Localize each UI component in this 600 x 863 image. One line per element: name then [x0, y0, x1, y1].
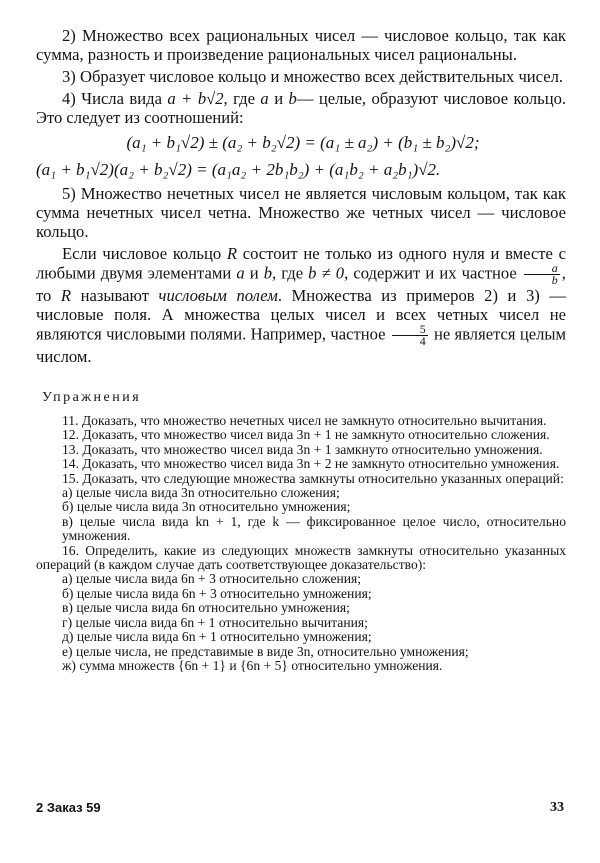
p6-text-6: , то [36, 263, 566, 305]
fraction-a-over-b [524, 263, 560, 286]
exercise-16e: д) целые числа вида 6n + 1 относительно умножения; [62, 629, 372, 645]
p6-text-5: , содержит и их частное [344, 263, 517, 283]
printer-signature: 2 Заказ 59 [36, 800, 101, 815]
p4-text-2: , где [223, 89, 255, 108]
p6-text-1: Если числовое кольцо [62, 244, 222, 263]
paragraph-example-4 [36, 89, 566, 127]
p4-text-1: 4) Числа вида [62, 89, 162, 108]
p6-text-2: состоит не только из одного нуля и вместе с любыми двумя элементами [36, 244, 566, 283]
exercise-16a: а) целые числа вида 6n + 3 относительно сложения; [62, 571, 362, 587]
p6-term-number-field: числовым полем [158, 286, 278, 305]
fraction2-denominator: 4 [419, 334, 426, 348]
p6-var-b: b [263, 263, 273, 283]
exercise-16f: е) целые числа, не представимые в виде 3n, относительно умножения; [62, 643, 469, 659]
page-body [36, 26, 566, 673]
fraction-5-over-4 [392, 324, 428, 347]
fraction2-numerator: 5 [392, 324, 428, 336]
p6-var-R: R [226, 244, 238, 263]
formula-product: (a₁ + b₁√2)(a₂ + b₂√2) = (a₁a₂ + 2b₁b₂) + (a₁b₂ + a₂b₁)√2. [36, 160, 441, 179]
exercise-15b: б) целые числа вида 3n относительно умножения; [62, 499, 351, 515]
paragraph-field-definition [36, 244, 566, 366]
exercise-12: 12. Доказать, что множество чисел вида 3n + 1 не замкнуто относительно сложения. [62, 427, 550, 443]
p6-text-9: не является целым числом. [36, 324, 567, 366]
exercise-16: 16. Определить, какие из следующих множеств замкнуты относительно указанных операций (в каждом случае дать соответствующее доказательство): [36, 542, 566, 573]
paragraph-example-5: 5) Множество нечетных чисел не является числовым кольцом, так как сумма нечетных чисел четна. Множество же четных чисел — числовое кольцо. [36, 184, 566, 241]
exercise-15: 15. Доказать, что следующие множества замкнуты относительно указанных операций: [62, 470, 564, 486]
page-number: 33 [550, 800, 564, 815]
exercise-16d: г) целые числа вида 6n + 1 относительно вычитания; [62, 614, 368, 630]
formula-sum: (a₁ + b₁√2) ± (a₂ + b₂√2) = (a₁ ± a₂) + (b₁ ± b₂)√2; [126, 133, 480, 152]
p4-var-a: a [260, 89, 269, 108]
exercise-15a: а) целые числа вида 3n относительно сложения; [62, 485, 340, 501]
exercises-heading: Упражнения [42, 390, 142, 405]
fraction-numerator: a [524, 263, 560, 275]
p4-text-3: — целые, образуют числовое кольцо. Это следует из соотношений: [36, 89, 567, 127]
p4-expression: a + b√2 [167, 89, 224, 108]
p4-var-b: b [288, 89, 297, 108]
p6-text-4: , где [272, 263, 304, 283]
paragraph-example-2: 2) Множество всех рациональных чисел — числовое кольцо, так как сумма, разность и произведение рациональных чисел рациональны. [36, 26, 566, 64]
exercise-14: 14. Доказать, что множество чисел вида 3n + 2 не замкнуто относительно умножения. [62, 456, 560, 472]
p6-condition: b ≠ 0 [308, 263, 345, 283]
p6-text-8: . Множества из примеров 2) и 3) — числовые поля. А множества целых чисел и всех четных чисел не являются числовыми полями. Например, частное [36, 286, 566, 344]
p6-var-a: a [236, 263, 245, 283]
page-footer [36, 800, 564, 820]
exercise-11: 11. Доказать, что множество нечетных чисел не замкнуто относительно вычитания. [62, 413, 547, 428]
exercise-15c: в) целые числа вида kn + 1, где k — фиксированное целое число, относительно умножения. [62, 513, 566, 544]
exercise-16b: б) целые числа вида 6n + 3 относительно умножения; [62, 585, 372, 601]
p6-text-3: и [249, 263, 259, 283]
fraction-denominator: b [551, 273, 558, 287]
p4-text-and: и [274, 89, 284, 108]
exercise-16g: ж) сумма множеств {6n + 1} и {6n + 5} относительно умножения. [62, 657, 443, 673]
exercise-16c: в) целые числа вида 6n относительно умножения; [62, 600, 350, 616]
p6-text-7: называют [80, 286, 149, 305]
paragraph-example-3: 3) Образует числовое кольцо и множество всех действительных чисел. [62, 67, 564, 86]
p6-var-R-2: R [60, 286, 72, 305]
exercise-13: 13. Доказать, что множество чисел вида 3n + 1 замкнуто относительно умножения. [62, 441, 543, 457]
